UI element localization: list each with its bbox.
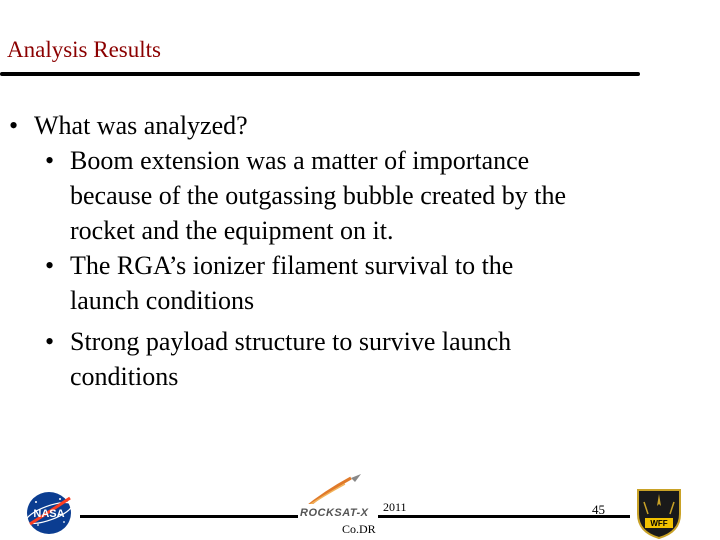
bullet-line: Boom extension was a matter of importance	[70, 146, 530, 175]
bullet-line: The RGA’s ionizer filament survival to the	[70, 251, 514, 280]
slide-body	[0, 108, 710, 394]
svg-text:ROCKSAT-X: ROCKSAT-X	[300, 507, 369, 519]
bullet-line: rocket and the equipment on it.	[70, 216, 394, 245]
title-divider	[0, 72, 640, 76]
footer-year: 2011	[383, 500, 407, 514]
bullet-line: launch conditions	[70, 286, 255, 315]
footer-label: Co.DR	[342, 522, 376, 536]
bullet-item	[0, 108, 710, 143]
sub-bullet-item	[0, 143, 710, 248]
sub-bullet-item	[0, 248, 710, 318]
bullet-marker: •	[45, 251, 55, 280]
nasa-logo	[24, 490, 74, 536]
slide-title: Analysis Results	[7, 37, 161, 62]
rocksat-x-logo	[295, 472, 380, 520]
svg-text:WFF: WFF	[650, 519, 668, 528]
bullet-marker: •	[9, 111, 19, 140]
sub-bullet-item	[0, 324, 710, 394]
wff-logo	[630, 484, 688, 540]
bullet-marker: •	[45, 146, 55, 175]
bullet-line: because of the outgassing bubble created by the	[70, 181, 566, 210]
bullet-marker: •	[45, 327, 55, 356]
bullet-line: Strong payload structure to survive launch	[70, 327, 512, 356]
bullet-line: conditions	[70, 362, 179, 391]
page-number: 45	[592, 502, 605, 517]
bullet-text: What was analyzed?	[34, 111, 248, 140]
svg-text:NASA: NASA	[33, 508, 65, 520]
